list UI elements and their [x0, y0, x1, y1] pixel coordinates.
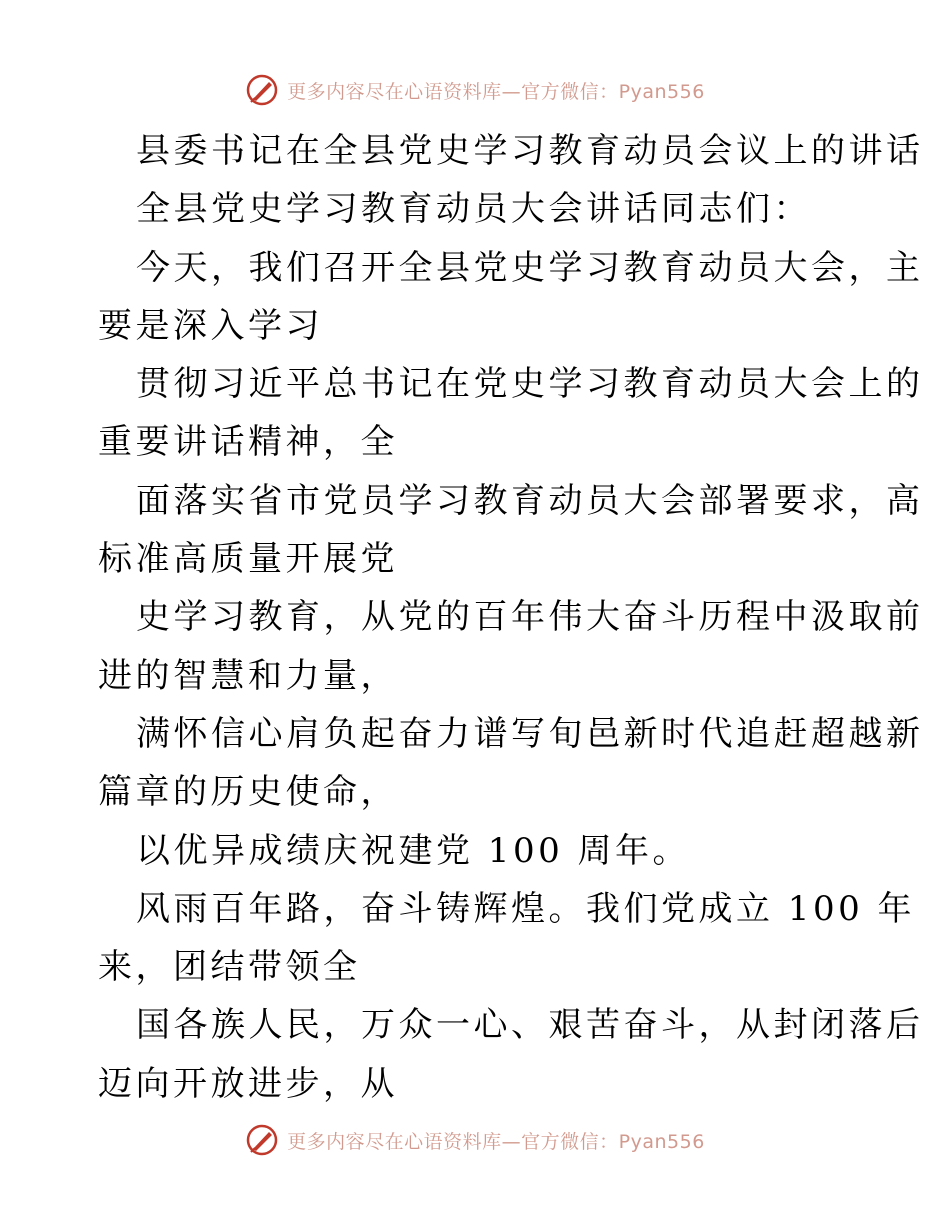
paragraph-line: 来，团结带领全 [98, 947, 361, 988]
paragraph-line: 进的智慧和力量， [98, 655, 398, 696]
paragraph-line: 以优异成绩庆祝建党 100 周年。 [136, 830, 691, 871]
paragraph-line: 国各族人民，万众一心、艰苦奋斗，从封闭落后 [136, 1005, 924, 1046]
paragraph-line: 迈向开放进步，从 [98, 1063, 398, 1104]
paragraph-line: 要是深入学习 [98, 305, 323, 346]
paragraph-line: 贯彻习近平总书记在党史学习教育动员大会上的 [136, 364, 924, 405]
paragraph-line: 标准高质量开展党 [98, 539, 398, 580]
footer-banner [0, 1120, 950, 1160]
quill-pen-logo-icon [245, 73, 279, 107]
header-banner-text: 更多内容尽在心语资料库—官方微信：Pyan556 [287, 80, 705, 103]
paragraph-line: 风雨百年路，奋斗铸辉煌。我们党成立 100 年 [136, 888, 916, 929]
paragraph-line: 全县党史学习教育动员大会讲话同志们： [136, 189, 811, 230]
document-title: 县委书记在全县党史学习教育动员会议上的讲话 [136, 131, 924, 171]
paragraph-line: 篇章的历史使命， [98, 772, 398, 813]
paragraph-line: 今天，我们召开全县党史学习教育动员大会，主 [136, 247, 924, 288]
paragraph-line: 史学习教育，从党的百年伟大奋斗历程中汲取前 [136, 597, 924, 638]
paragraph-line: 满怀信心肩负起奋力谱写旬邑新时代追赶超越新 [136, 713, 924, 754]
footer-banner-text: 更多内容尽在心语资料库—官方微信：Pyan556 [287, 1130, 705, 1153]
quill-pen-logo-icon [245, 1123, 279, 1157]
document-body [98, 122, 924, 1113]
header-banner [0, 70, 950, 110]
paragraph-line: 重要讲话精神，全 [98, 422, 398, 463]
paragraph-line: 面落实省市党员学习教育动员大会部署要求，高 [136, 480, 924, 521]
